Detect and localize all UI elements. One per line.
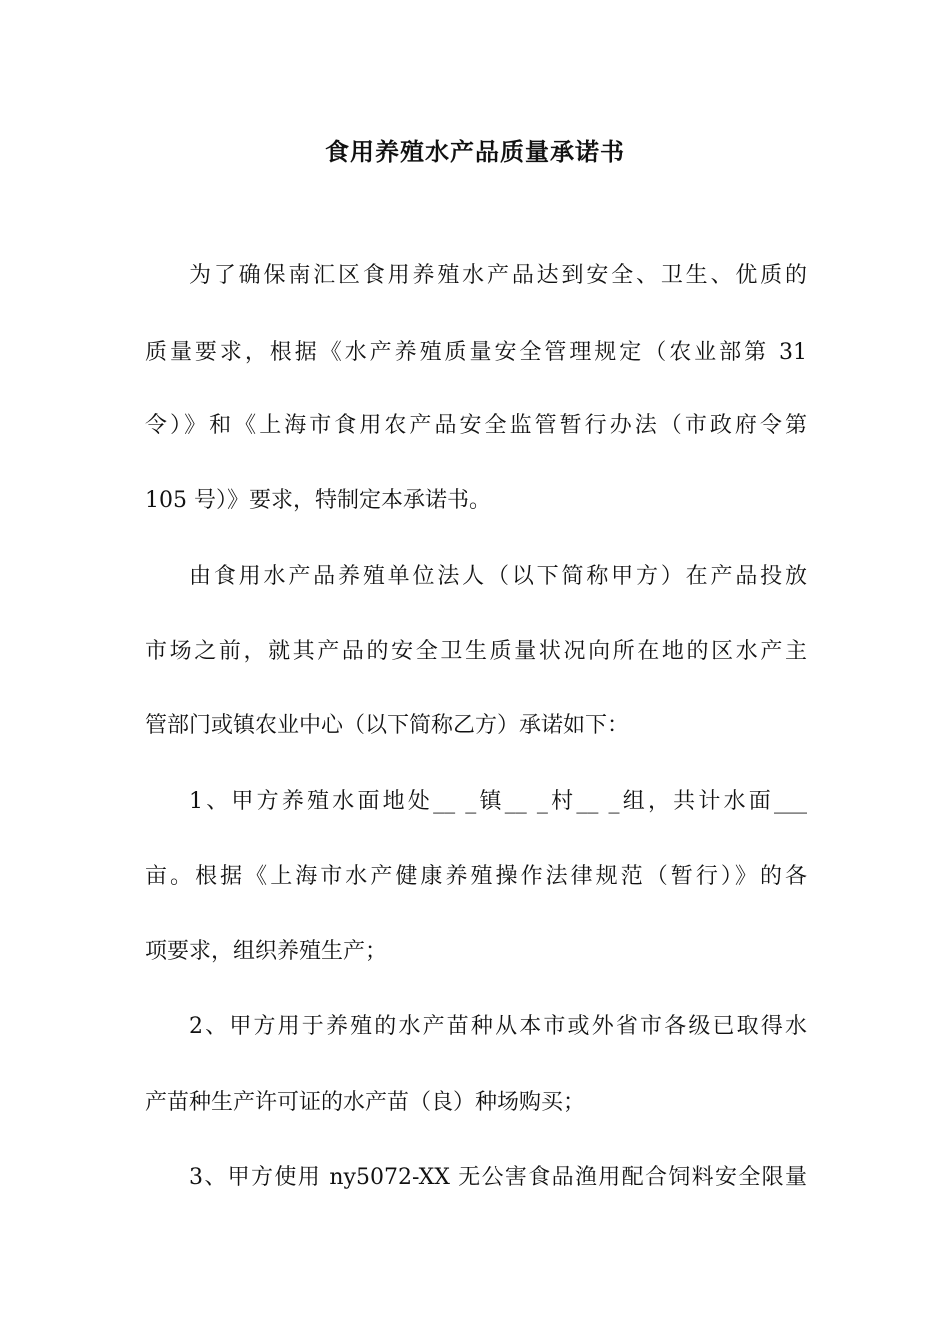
paragraph-line: 2、甲方用于养殖的水产苗种从本市或外省市各级已取得水 <box>189 1014 807 1039</box>
paragraph-line: 质量要求，根据《水产养殖质量安全管理规定（农业部第 31 <box>145 340 807 365</box>
paragraph-line: 管部门或镇农业中心（以下简称乙方）承诺如下： <box>145 713 630 738</box>
paragraph-line: 项要求，组织养殖生产； <box>145 939 388 964</box>
paragraph-line: 1、甲方养殖水面地处__ _镇__ _村__ _组，共计水面___ <box>189 789 807 814</box>
paragraph-line: 为了确保南汇区食用养殖水产品达到安全、卫生、优质的 <box>189 263 807 288</box>
paragraph-line: 产苗种生产许可证的水产苗（良）种场购买； <box>145 1090 586 1115</box>
paragraph-line: 105 号）》要求，特制定本承诺书。 <box>145 488 491 513</box>
paragraph-line: 市场之前，就其产品的安全卫生质量状况向所在地的区水产主 <box>145 639 807 664</box>
document-title: 食用养殖水产品质量承诺书 <box>325 138 625 166</box>
paragraph-line: 3、甲方使用 ny5072-XX 无公害食品渔用配合饲料安全限量 <box>189 1165 807 1190</box>
paragraph-line: 令）》和《上海市食用农产品安全监管暂行办法（市政府令第 <box>145 413 807 438</box>
paragraph-line: 由食用水产品养殖单位法人（以下简称甲方）在产品投放 <box>189 564 807 589</box>
paragraph-line: 亩。根据《上海市水产健康养殖操作法律规范（暂行）》的各 <box>145 864 807 889</box>
